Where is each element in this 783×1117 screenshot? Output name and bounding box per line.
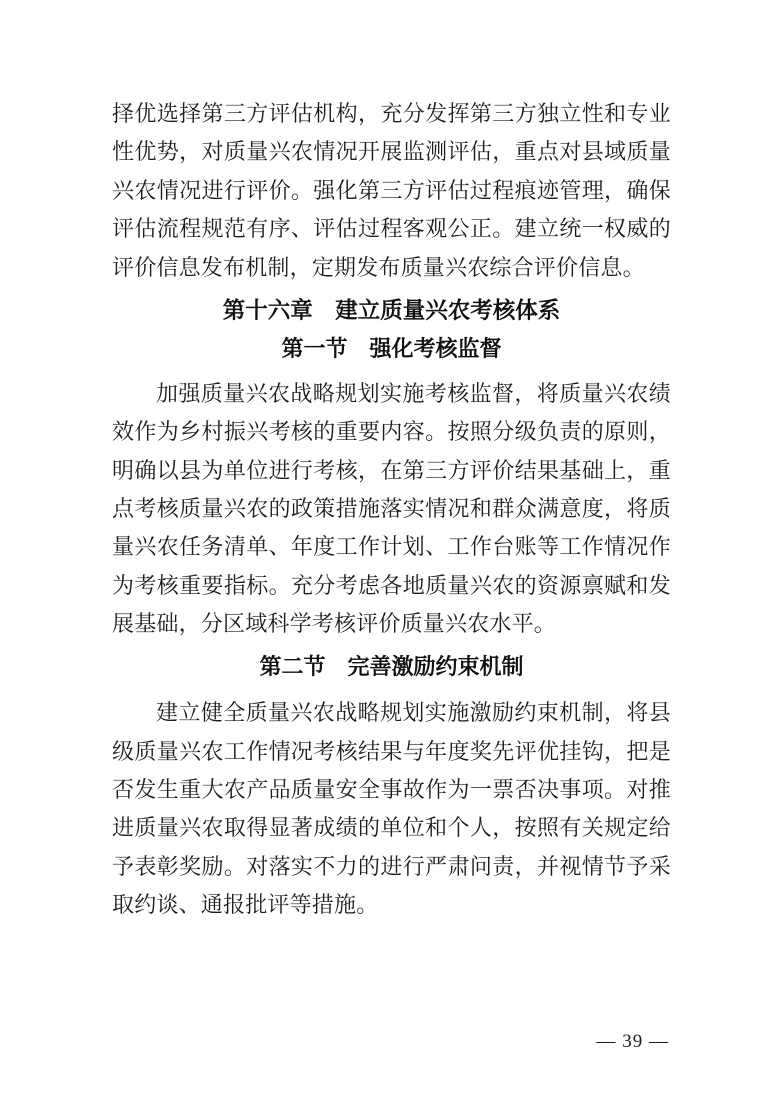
section-heading-2: 第二节 完善激励约束机制 — [259, 653, 524, 679]
paragraph-continuation: 择优选择第三方评估机构，充分发挥第三方独立性和专业性优势，对质量兴农情况开展监测评估，重点对县域质量兴农情况进行评价。强化第三方评估过程痕迹管理，确保评估流程规范有序、评估过程客观公正。建立统一权威的评价信息发布机制，定期发布质量兴农综合评价信息。 — [112, 101, 671, 280]
section-2-paragraph: 建立健全质量兴农战略规划实施激励约束机制，将县级质量兴农工作情况考核结果与年度奖先评优挂钩，把是否发生重大农产品质量安全事故作为一票否决事项。对推进质量兴农取得显著成绩的单位和个人，按照有关规定给予表彰奖励。对落实不力的进行严肃问责，并视情节予采取约谈、通报批评等措施。 — [112, 700, 671, 918]
chapter-heading: 第十六章 建立质量兴农考核体系 — [222, 298, 561, 324]
page-number: — 39 — — [596, 1031, 669, 1052]
page-content — [112, 95, 671, 925]
section-heading-1: 第一节 强化考核监督 — [281, 336, 502, 362]
section-1-paragraph: 加强质量兴农战略规划实施考核监督，将质量兴农绩效作为乡村振兴考核的重要内容。按照分级负责的原则，明确以县为单位进行考核，在第三方评价结果基础上，重点考核质量兴农的政策措施落实情况和群众满意度，将质量兴农任务清单、年度工作计划、工作台账等工作情况作为考核重要指标。充分考虑各地质量兴农的资源禀赋和发展基础，分区域科学考核评价质量兴农水平。 — [112, 380, 671, 637]
